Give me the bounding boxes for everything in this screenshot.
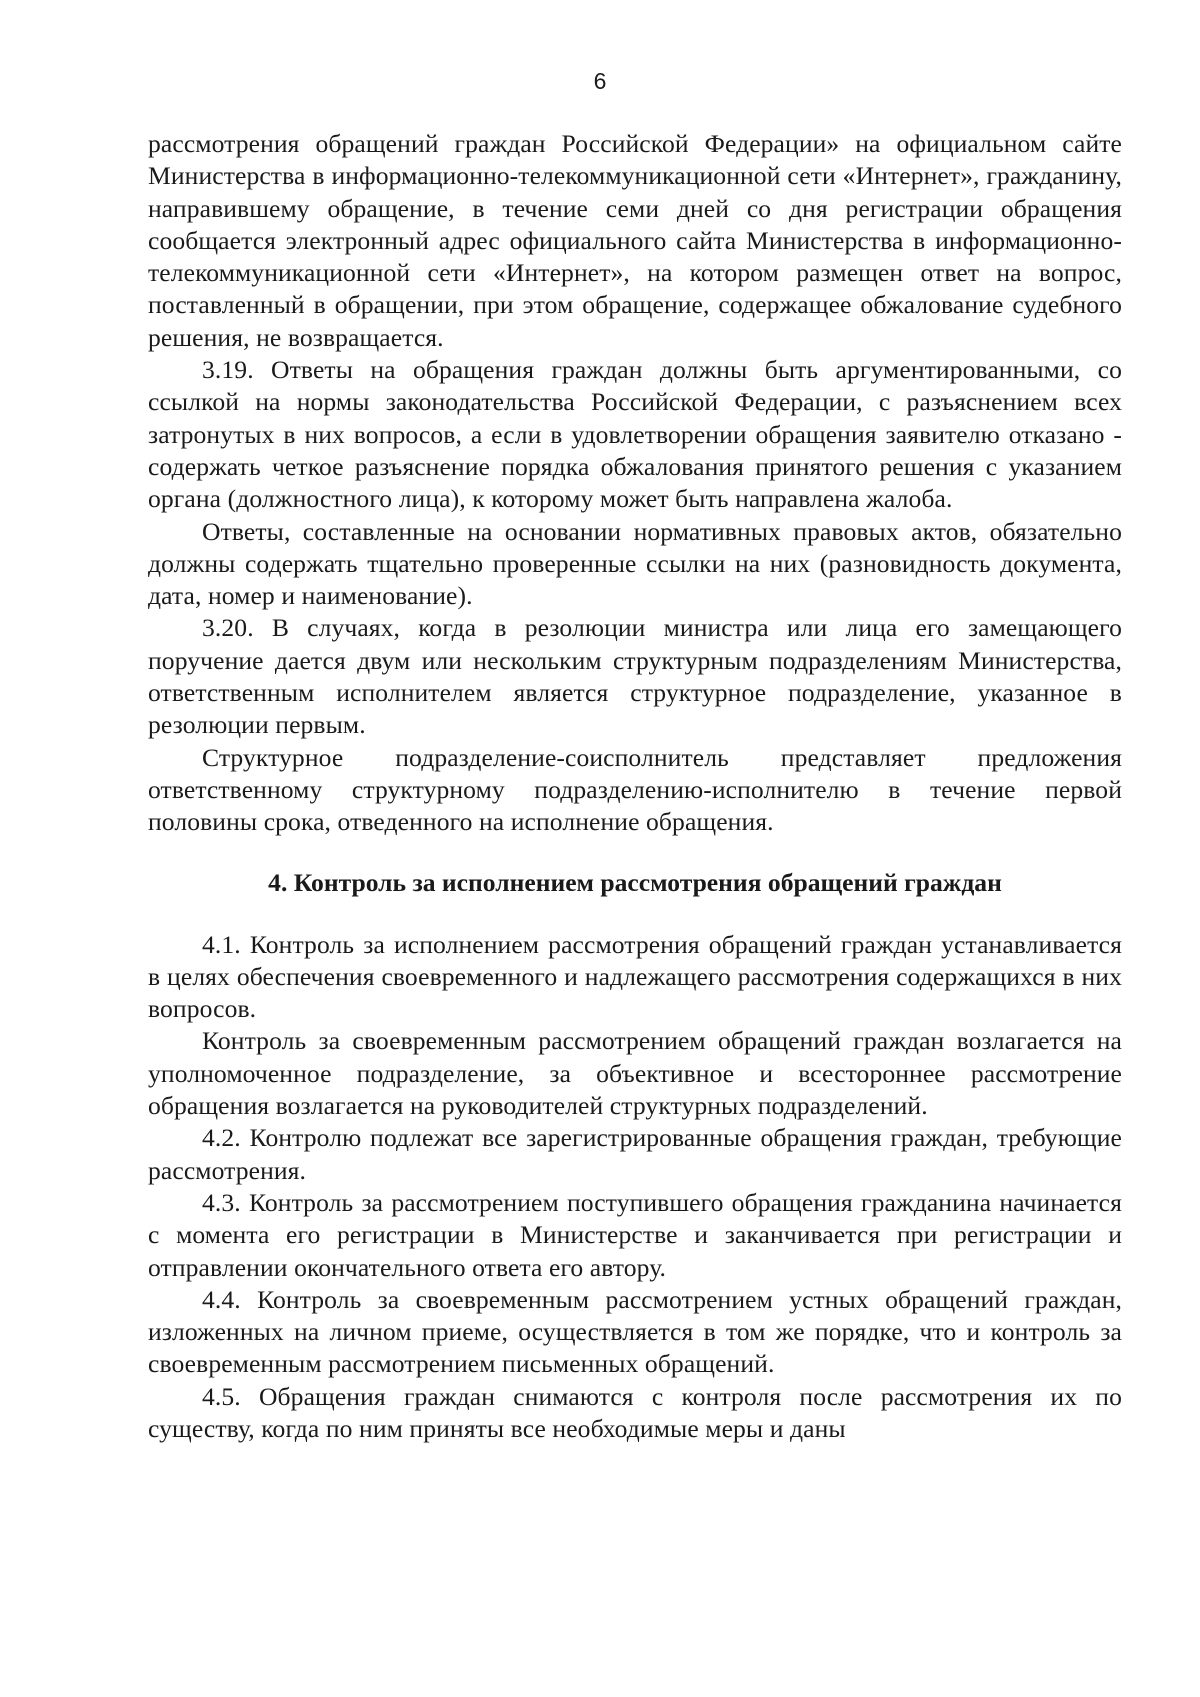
section-title: 4. Контроль за исполнением рассмотрения обращений граждан [268, 867, 1002, 897]
paragraph-continuation: рассмотрения обращений граждан Российской Федерации» на официальном сайте Министерства в информационно-телекоммуникационной сети «Интернет», гражданину, направившему обращение, в течение семи дней со дня регистрации обращения сообщается электронный адрес официального сайта Министерства в информационно-телекоммуникационной сети «Интернет», на котором размещен ответ на вопрос, поставленный в обращении, при этом обращение, содержащее обжалование судебного решения, не возвращается. [148, 129, 1122, 352]
paragraph-control-assignment: Контроль за своевременным рассмотрением обращений граждан возлагается на уполномоченное подразделение, за объективное и всестороннее рассмотрение обращения возлагается на руководителей структурных подразделений. [148, 1026, 1122, 1121]
paragraph-3-19: 3.19. Ответы на обращения граждан должны быть аргументированными, со ссылкой на нормы законодательства Российской Федерации, с разъяснением всех затронутых в них вопросов, а если в удовлетворении обращения заявителю отказано - содержать четкое разъяснение порядка обжалования принятого решения с указанием органа (должностного лица), к которому может быть направлена жалоба. [148, 355, 1122, 514]
page-number: 6 [593, 68, 607, 94]
paragraph-3-20: 3.20. В случаях, когда в резолюции министра или лица его замещающего поручение дается двум или нескольким структурным подразделениям Министерства, ответственным исполнителем является структурное подразделение, указанное в резолюции первым. [148, 613, 1122, 740]
paragraph-4-4: 4.4. Контроль за своевременным рассмотрением устных обращений граждан, изложенных на личном приеме, осуществляется в том же порядке, что и контроль за своевременным рассмотрением письменных обращений. [148, 1284, 1122, 1379]
paragraph-answers: Ответы, составленные на основании нормативных правовых актов, обязательно должны содержать тщательно проверенные ссылки на них (разновидность документа, дата, номер и наименование). [148, 516, 1122, 611]
paragraph-4-2: 4.2. Контролю подлежат все зарегистрированные обращения граждан, требующие рассмотрения. [148, 1123, 1122, 1185]
paragraph-4-5: 4.5. Обращения граждан снимаются с контроля после рассмотрения их по существу, когда по ним приняты все необходимые меры и даны [148, 1381, 1122, 1443]
paragraph-co-executor: Структурное подразделение-соисполнитель представляет предложения ответственному структурному подразделению-исполнителю в течение первой половины срока, отведенного на исполнение обращения. [148, 742, 1122, 837]
document-body [148, 128, 1122, 1445]
paragraph-4-3: 4.3. Контроль за рассмотрением поступившего обращения гражданина начинается с момента его регистрации в Министерстве и заканчивается при регистрации и отправлении окончательного ответа его автору. [148, 1187, 1122, 1282]
paragraph-4-1: 4.1. Контроль за исполнением рассмотрения обращений граждан устанавливается в целях обеспечения своевременного и надлежащего рассмотрения содержащихся в них вопросов. [148, 929, 1122, 1024]
